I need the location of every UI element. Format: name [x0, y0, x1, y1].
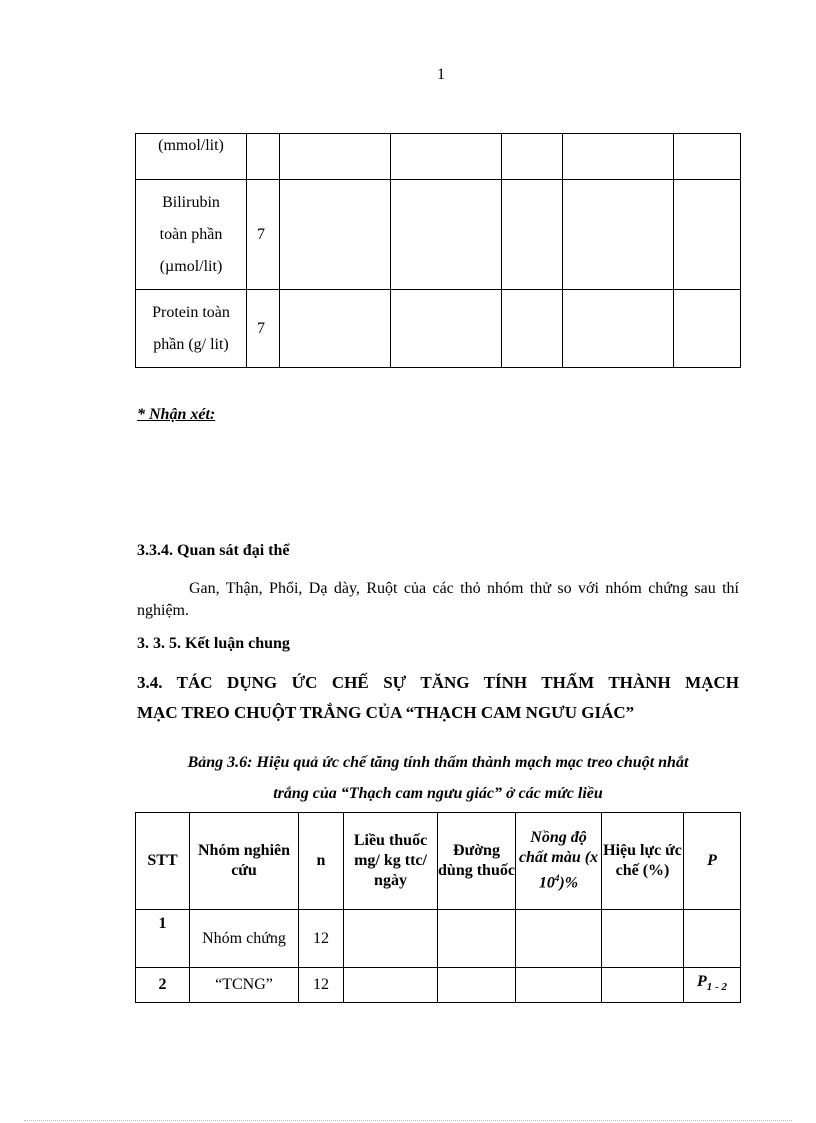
header-route: Đường dùng thuốc	[438, 813, 516, 910]
row-label: (mmol/lit)	[136, 134, 247, 180]
table-row	[136, 968, 741, 1003]
remarks-heading: * Nhận xét:	[137, 406, 216, 423]
header-group: Nhóm nghiên cứu	[190, 813, 299, 910]
section-heading-3-3-5: 3. 3. 5. Kết luận chung	[137, 635, 290, 652]
cell-n: 12	[299, 910, 344, 968]
header-p: P	[684, 813, 741, 910]
page-number: 1	[437, 66, 445, 83]
table-row	[136, 180, 741, 290]
table-row	[136, 134, 741, 180]
header-dose: Liều thuốc mg/ kg ttc/ ngày	[344, 813, 438, 910]
section-paragraph: Gan, Thận, Phổi, Dạ dày, Ruột của các thỏ nhóm thử so với nhóm chứng sau thí nghiệm.	[137, 580, 739, 619]
cell-stt: 2	[136, 968, 190, 1003]
header-dye-concentration: Nồng độ chất màu (x $10^4)\%$	[516, 813, 602, 910]
header-n: n	[299, 813, 344, 910]
table-header-row	[136, 813, 741, 910]
table-caption: Bảng 3.6: Hiệu quả ức chế tăng tính thấm thành mạch mạc treo chuột nhắt trắng của “Thạch cam ngưu giác” ở các mức liều	[187, 754, 689, 802]
section-heading-3-4: 3.4. TÁC DỤNG ỨC CHẾ SỰ TĂNG TÍNH THẤM THÀNH MẠCH MẠC TREO CHUỘT TRẮNG CỦA “THẠCH CAM NGƯU GIÁC”	[137, 673, 739, 722]
cell-n: 12	[299, 968, 344, 1003]
page-bottom-rule	[24, 1120, 792, 1121]
inhibition-results-table	[135, 812, 741, 1003]
table-row	[136, 290, 741, 368]
header-inhibition: Hiệu lực ức chế (%)	[602, 813, 684, 910]
organ-test-table-continuation	[135, 133, 741, 368]
cell-group: Nhóm chứng	[190, 910, 299, 968]
cell-p: $P_{1 - 2}$	[684, 968, 741, 1003]
cell-stt: 1	[136, 910, 190, 968]
row-label: Protein toàn phần (g/ lit)	[136, 290, 247, 368]
row-n: 7	[247, 290, 280, 368]
row-n: 7	[247, 180, 280, 290]
row-n	[247, 134, 280, 180]
section-heading-3-3-4: 3.3.4. Quan sát đại thể	[137, 542, 290, 559]
cell-group: “TCNG”	[190, 968, 299, 1003]
row-label: Bilirubin toàn phần (µmol/lit)	[136, 180, 247, 290]
header-stt: STT	[136, 813, 190, 910]
table-row	[136, 910, 741, 968]
cell-p	[684, 910, 741, 968]
